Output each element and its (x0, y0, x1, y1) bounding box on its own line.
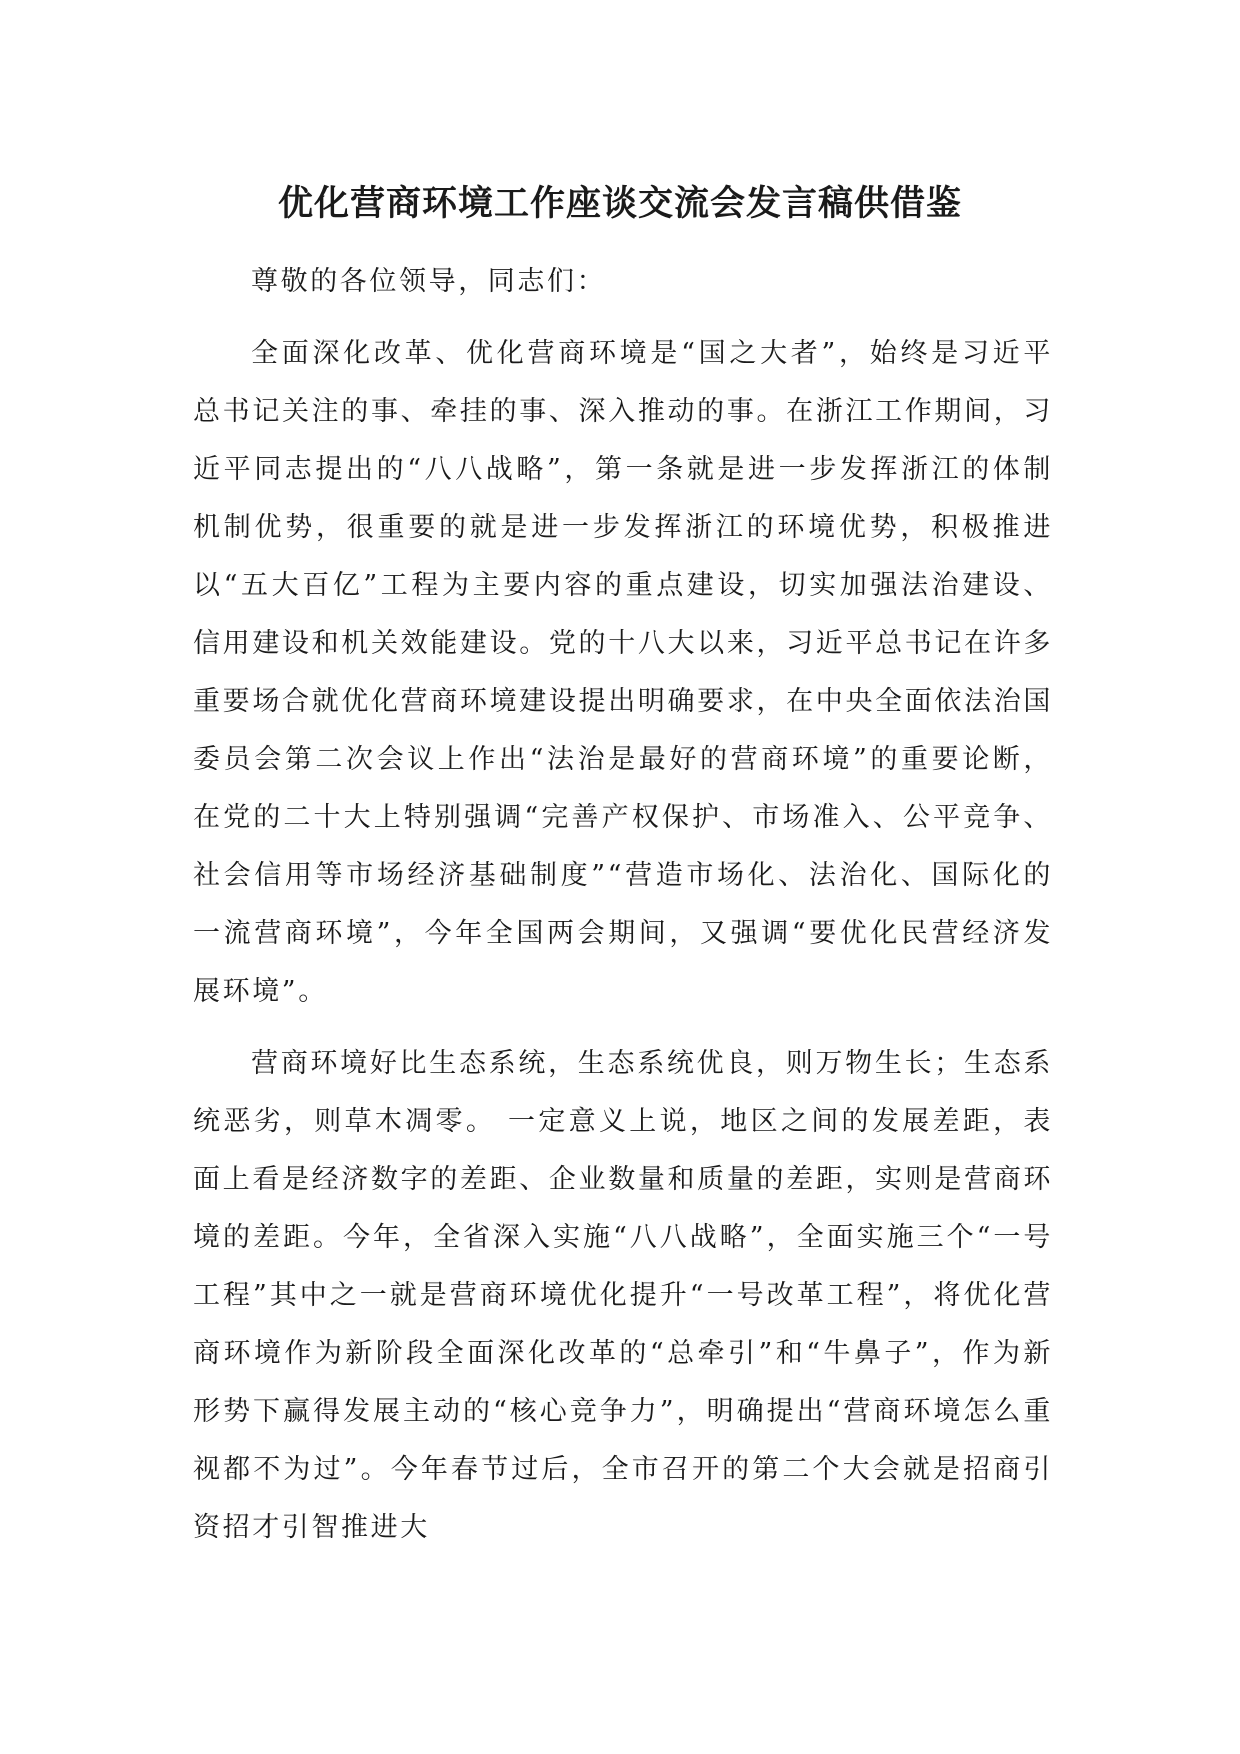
paragraph-2: 营商环境好比生态系统，生态系统优良，则万物生长；生态系统恶劣，则草木凋零。 一定意义上说，地区之间的发展差距，表面上看是经济数字的差距、企业数量和质量的差距，实则是营商环境的差距。今年，全省深入实施“八八战略”，全面实施三个“一号工程”其中之一就是营商环境优化提升“一号改革工程”，将优化营商环境作为新阶段全面深化改革的“总牵引”和“牛鼻子”，作为新形势下赢得发展主动的“核心竞争力”，明确提出“营商环境怎么重视都不为过”。今年春节过后，全市召开的第二个大会就是招商引资招才引智推进大 (193, 1048, 1053, 1543)
document-title: 优化营商环境工作座谈交流会发言稿供借鉴 (277, 183, 962, 224)
document-body (193, 253, 1053, 1557)
paragraph-1: 全面深化改革、优化营商环境是“国之大者”，始终是习近平总书记关注的事、牵挂的事、深入推动的事。在浙江工作期间，习近平同志提出的“八八战略”，第一条就是进一步发挥浙江的体制机制优势，很重要的就是进一步发挥浙江的环境优势，积极推进以“五大百亿”工程为主要内容的重点建设，切实加强法治建设、信用建设和机关效能建设。党的十八大以来，习近平总书记在许多重要场合就优化营商环境建设提出明确要求，在中央全面依法治国委员会第二次会议上作出“法治是最好的营商环境”的重要论断，在党的二十大上特别强调“完善产权保护、市场准入、公平竞争、社会信用等市场经济基础制度”“营造市场化、法治化、国际化的一流营商环境”，今年全国两会期间，又强调“要优化民营经济发展环境”。 (193, 338, 1053, 1007)
greeting-line: 尊敬的各位领导，同志们： (251, 266, 607, 297)
